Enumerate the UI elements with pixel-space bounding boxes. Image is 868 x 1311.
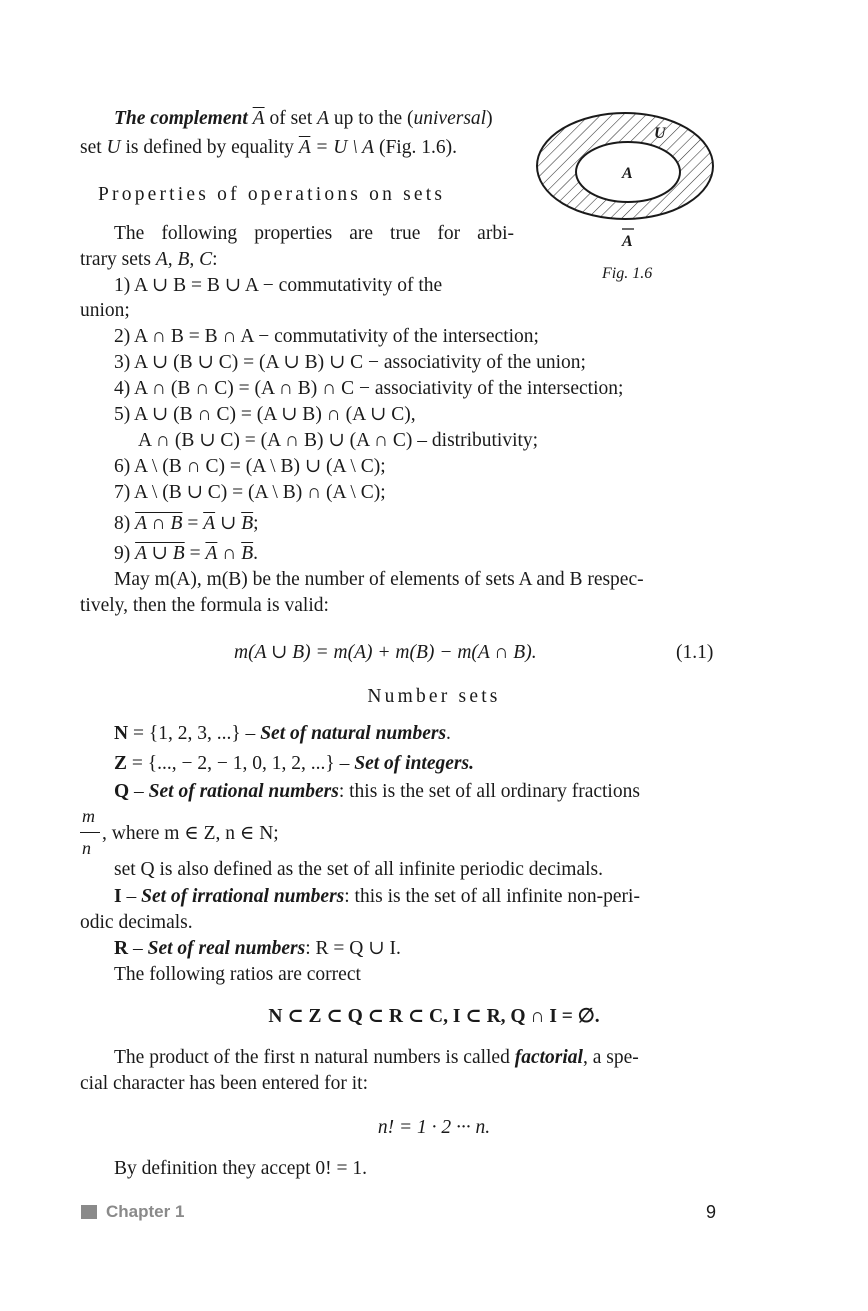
text: – (121, 886, 142, 907)
equality-rhs: = U \ A (310, 137, 375, 158)
chapter-marker-square (81, 1205, 97, 1219)
equality-lhs: $\overline{A}$ (298, 137, 311, 158)
text: ; (253, 513, 259, 534)
property-1: 1) A ∪ B = B ∪ A − commutativity of the (114, 275, 443, 296)
complement-term: The complement (114, 108, 253, 129)
text: . (253, 543, 258, 564)
text: 8) (114, 513, 136, 534)
symbol-z: Z (114, 753, 128, 774)
irrational-numbers-line (114, 885, 640, 909)
text: ∩ (217, 543, 242, 564)
de-morgan-lhs: A ∩ B (135, 513, 183, 534)
integers-name: Set of integers. (354, 753, 474, 774)
property-6: 6) A \ (B ∩ C) = (A \ B) ∪ (A \ C); (114, 456, 386, 477)
symbol-n: N (114, 723, 129, 744)
text: of set (264, 108, 318, 129)
footer-chapter-label: Chapter 1 (106, 1202, 185, 1221)
abar: $\overline{A}$ (205, 543, 218, 564)
text: = {..., − 2, − 1, 0, 1, 2, ...} – (127, 753, 355, 774)
text: : (212, 249, 218, 270)
formula-1-1: m(A ∪ B) = m(A) + m(B) − m(A ∩ B). (234, 642, 537, 663)
text: is defined by equality (120, 137, 299, 158)
de-morgan-lhs: A ∪ B (135, 543, 185, 564)
property-1-cont: union; (80, 300, 130, 321)
text: set (80, 137, 107, 158)
fraction-numerator: m (82, 806, 95, 826)
count-line-2: tively, then the formula is valid: (80, 595, 329, 616)
natural-numbers-name: Set of natural numbers (260, 723, 447, 744)
text: , a spe- (582, 1047, 639, 1068)
text: (Fig. 1.6). (374, 137, 457, 158)
text: = {1, 2, 3, ...} – (128, 723, 261, 744)
property-8 (114, 512, 259, 536)
label-abar: A (622, 233, 633, 250)
factorial-line-1 (114, 1046, 639, 1070)
text: 9) (114, 543, 136, 564)
intro-line-2 (80, 248, 218, 272)
equation-number: (1.1) (676, 642, 714, 663)
label-u: U (654, 125, 666, 142)
set-a: A (317, 108, 330, 129)
text: : this is the set of all ordinary fractions (338, 781, 640, 802)
rational-numbers-name: Set of rational numbers (148, 781, 339, 802)
symbol-r: R (114, 938, 129, 959)
bbar: $\overline{B}$ (241, 513, 254, 534)
heading-properties: Properties of operations on sets (98, 184, 446, 205)
text: = (182, 513, 204, 534)
text: – (128, 938, 148, 959)
property-5b: A ∩ (B ∪ C) = (A ∩ B) ∪ (A ∩ C) – distributivity; (138, 430, 539, 451)
real-numbers-line (114, 937, 401, 961)
natural-numbers-line (114, 722, 451, 746)
set-u: U (106, 137, 121, 158)
complement-line-2 (80, 136, 457, 160)
rational-numbers-line (114, 780, 640, 804)
text: = (184, 543, 206, 564)
text: ) (486, 108, 493, 129)
fraction-where-line: , where m ∈ Z, n ∈ N; (102, 823, 279, 844)
text: : R = Q ∪ I. (305, 938, 401, 959)
text: : this is the set of all infinite non-peri- (344, 886, 640, 907)
count-line-1: May m(A), m(B) be the number of elements of sets A and B respec- (114, 569, 644, 590)
property-2: 2) A ∩ B = B ∩ A − commutativity of the intersection; (114, 326, 539, 347)
property-9 (114, 542, 258, 566)
complement-line-1 (114, 107, 493, 131)
text: up to the ( (329, 108, 414, 129)
factorial-term: factorial (514, 1047, 583, 1068)
text: – (129, 781, 149, 802)
property-3: 3) A ∪ (B ∪ C) = (A ∪ B) ∪ C − associativity of the union; (114, 352, 586, 373)
irrational-numbers-cont: odic decimals. (80, 912, 193, 933)
universal-word: universal (413, 108, 487, 129)
label-a: A (622, 165, 633, 182)
figure-venn-complement (530, 106, 730, 286)
intro-line-1 (114, 222, 514, 246)
factorial-formula: n! = 1 · 2 ··· n. (377, 1117, 491, 1138)
text: ∪ (215, 513, 242, 534)
text: trary sets (80, 249, 156, 270)
real-numbers-name: Set of real numbers (147, 938, 306, 959)
heading-number-sets: Number sets (367, 686, 501, 707)
complement-symbol: $\overline{A}$ (252, 108, 265, 129)
factorial-line-2: cial character has been entered for it: (80, 1073, 368, 1094)
abar: $\overline{A}$ (203, 513, 216, 534)
property-4: 4) A ∩ (B ∩ C) = (A ∩ B) ∩ C − associativity of the intersection; (114, 378, 624, 399)
factorial-definition: By definition they accept 0! = 1. (114, 1158, 368, 1179)
irrational-numbers-name: Set of irrational numbers (141, 886, 345, 907)
symbol-i: I (114, 886, 122, 907)
symbol-q: Q (114, 781, 130, 802)
fraction-denominator: n (82, 838, 91, 858)
text: . (446, 723, 451, 744)
fraction-bar (80, 832, 100, 833)
property-7: 7) A \ (B ∪ C) = (A \ B) ∩ (A \ C); (114, 482, 386, 503)
text: The product of the first n natural numbers is called (114, 1047, 515, 1068)
sets-abc: A, B, C (155, 249, 213, 270)
bbar: $\overline{B}$ (241, 543, 254, 564)
property-5a: 5) A ∪ (B ∩ C) = (A ∪ B) ∩ (A ∪ C), (114, 404, 416, 425)
page-number: 9 (706, 1202, 717, 1222)
ratios-intro: The following ratios are correct (114, 964, 361, 985)
figure-caption: Fig. 1.6 (602, 265, 653, 282)
integers-line (114, 752, 474, 776)
text: The following properties are true for arbi- (114, 223, 514, 244)
ratios-formula: N ⊂ Z ⊂ Q ⊂ R ⊂ C, I ⊂ R, Q ∩ I = ∅. (268, 1006, 600, 1027)
q-periodic-line: set Q is also defined as the set of all infinite periodic decimals. (114, 859, 603, 880)
